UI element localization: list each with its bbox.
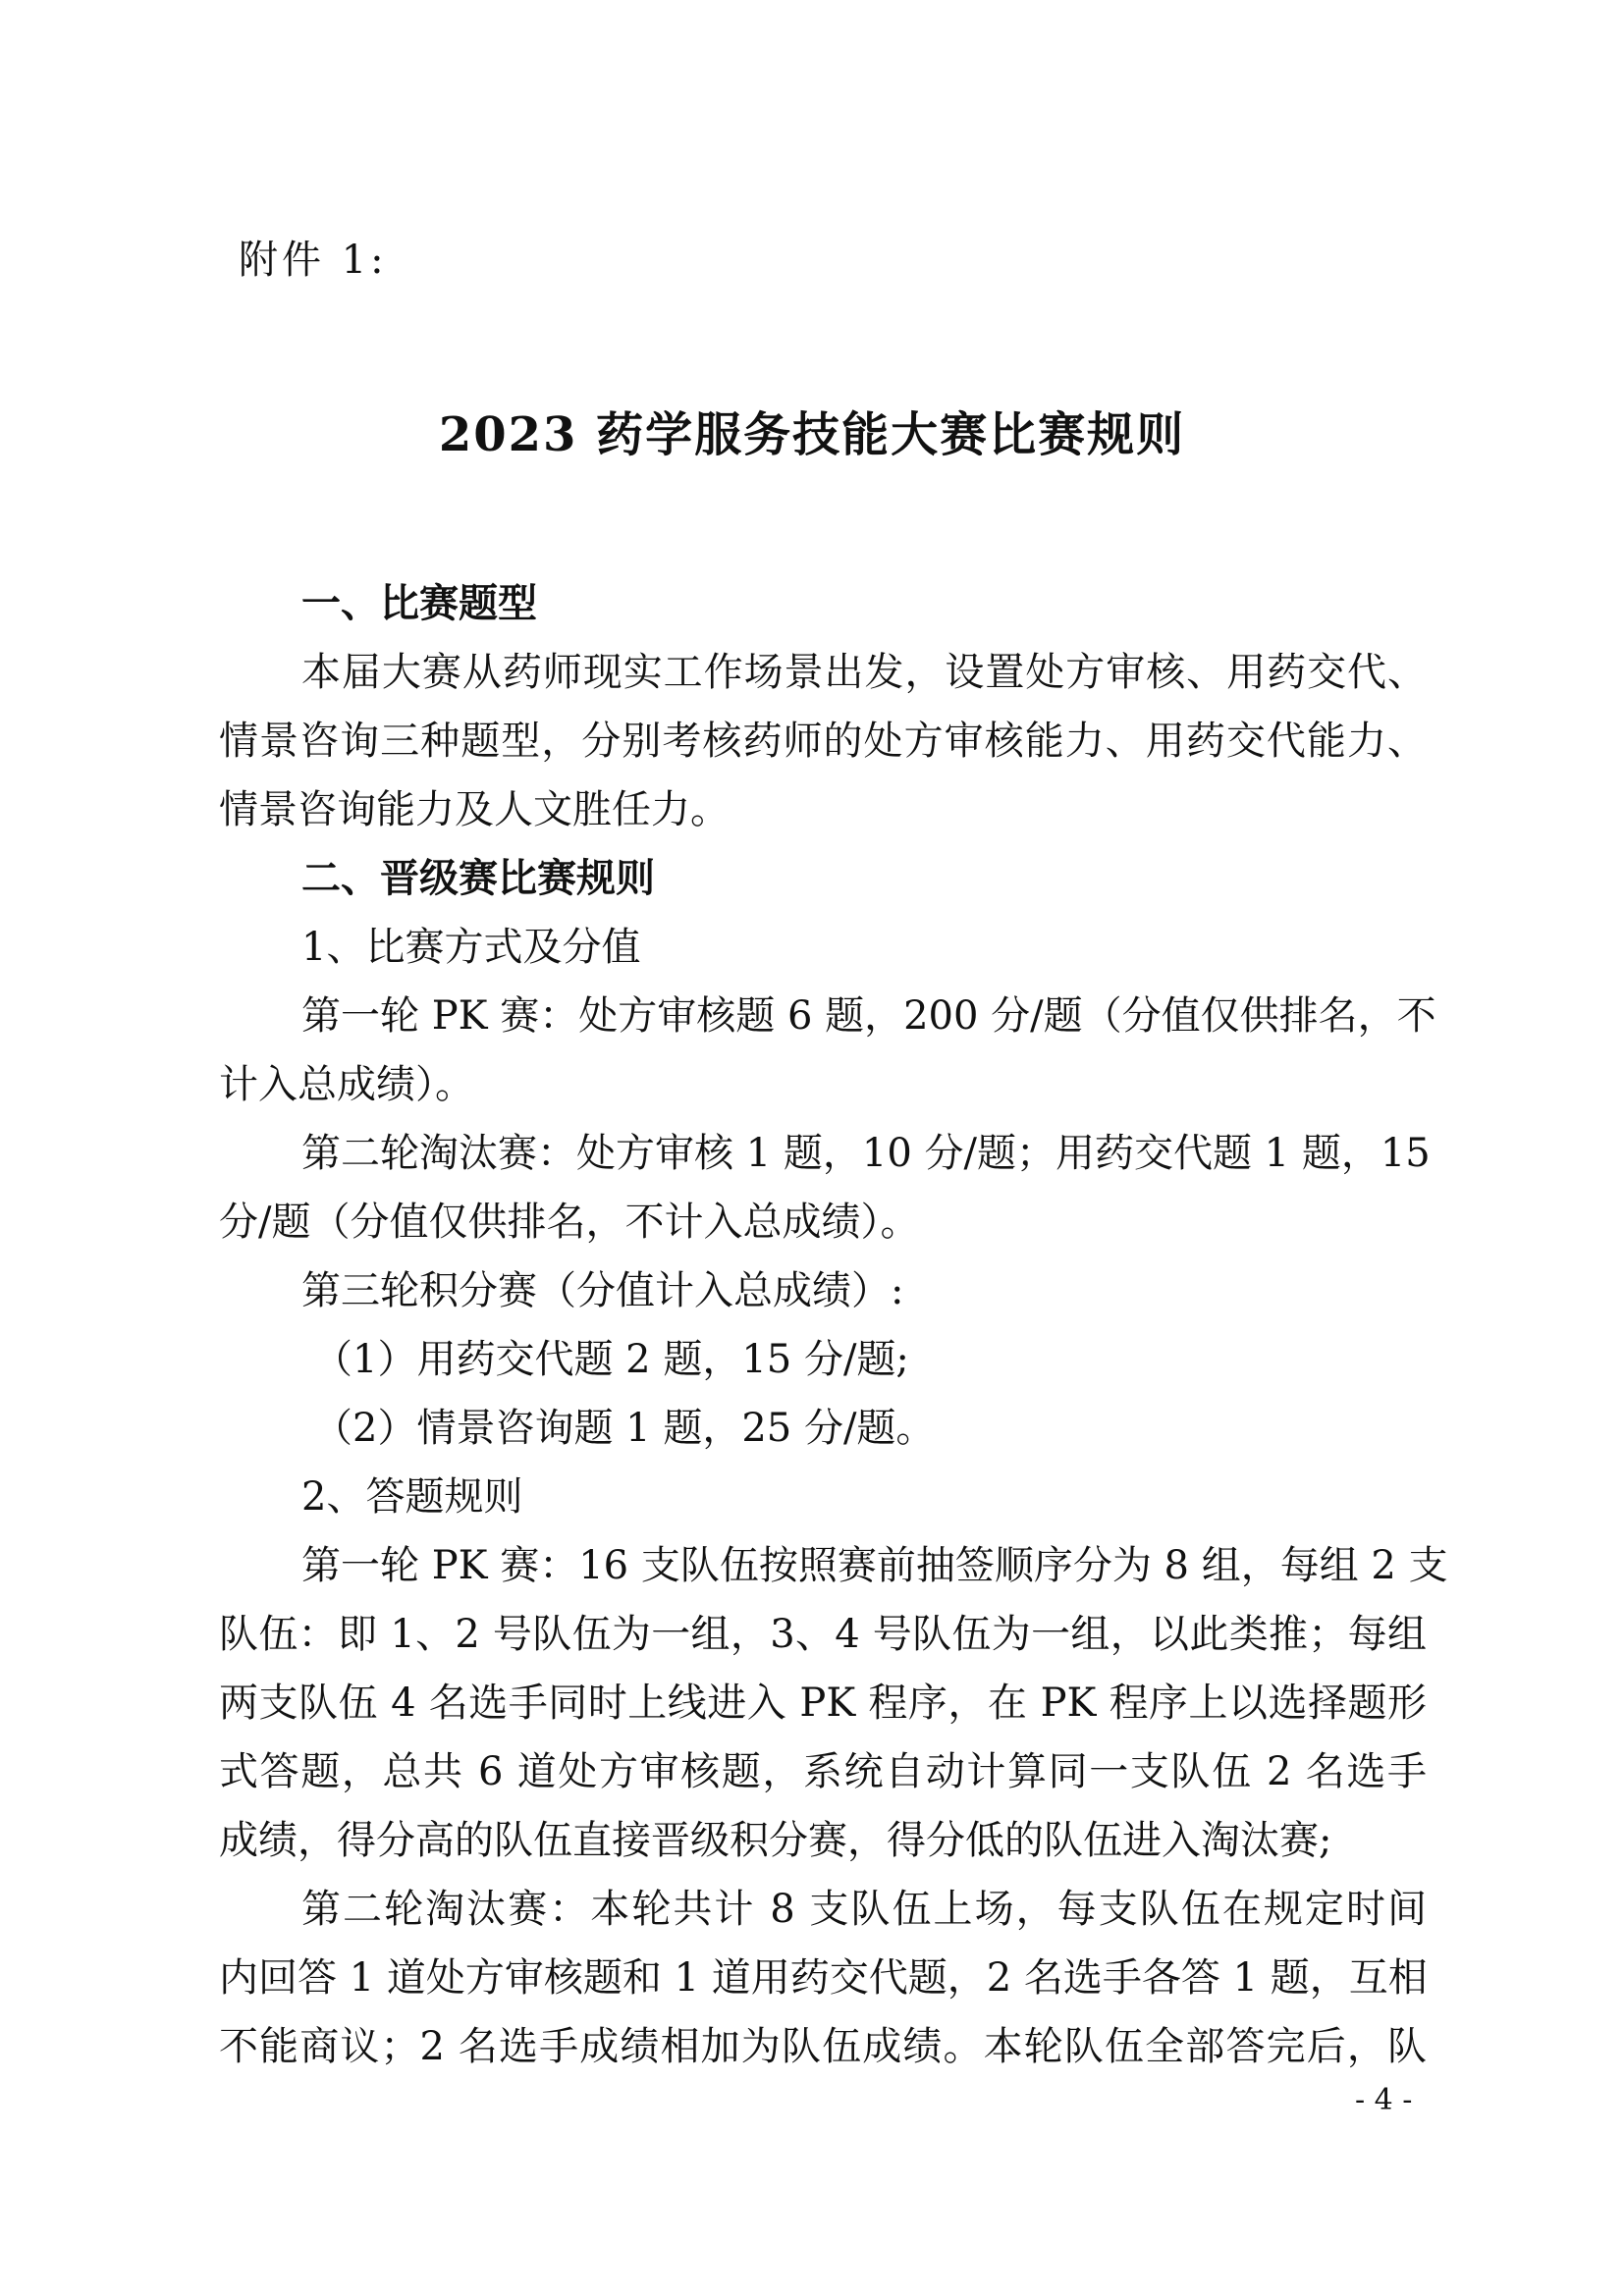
paragraph-line: 不能商议；2 名选手成绩相加为队伍成绩。本轮队伍全部答完后，队 (219, 2024, 1427, 2069)
paragraph-line: 第二轮淘汰赛：本轮共计 8 支队伍上场，每支队伍在规定时间 (301, 1887, 1427, 1932)
paragraph-line: 本届大赛从药师现实工作场景出发，设置处方审核、用药交代、 (301, 650, 1427, 695)
subheading-line: 1、比赛方式及分值 (301, 925, 641, 970)
paragraph-line: 成绩，得分高的队伍直接晋级积分赛，得分低的队伍进入淘汰赛; (219, 1818, 1332, 1863)
paragraph-line: 计入总成绩）。 (219, 1062, 474, 1107)
paragraph-line: 第一轮 PK 赛：处方审核题 6 题，200 分/题（分值仅供排名，不 (301, 993, 1436, 1039)
section-heading: 一、比赛题型 (301, 581, 537, 626)
list-item: （1）用药交代题 2 题，15 分/题; (313, 1337, 909, 1382)
paragraph-line: 情景咨询能力及人文胜任力。 (219, 787, 730, 832)
paragraph-line: 内回答 1 道处方审核题和 1 道用药交代题，2 名选手各答 1 题，互相 (219, 1955, 1428, 2001)
section-heading: 二、晋级赛比赛规则 (301, 856, 655, 901)
document-body (219, 569, 1448, 2081)
page-number: - 4 - (1355, 2083, 1413, 2117)
subheading-line: 第三轮积分赛（分值计入总成绩）: (301, 1268, 904, 1313)
list-item: （2）情景咨询题 1 题，25 分/题。 (313, 1406, 936, 1451)
paragraph-line: 第一轮 PK 赛：16 支队伍按照赛前抽签顺序分为 8 组，每组 2 支 (301, 1543, 1448, 1588)
attachment-label: 附件 1: (239, 238, 388, 283)
paragraph-line: 分/题（分值仅供排名，不计入总成绩）。 (219, 1200, 920, 1245)
document-title: 2023 药学服务技能大赛比赛规则 (438, 407, 1186, 462)
subheading-line: 2、答题规则 (301, 1474, 523, 1520)
paragraph-line: 式答题，总共 6 道处方审核题，系统自动计算同一支队伍 2 名选手 (219, 1749, 1427, 1794)
paragraph-line: 两支队伍 4 名选手同时上线进入 PK 程序，在 PK 程序上以选择题形 (219, 1681, 1427, 1726)
paragraph-line: 队伍：即 1、2 号队伍为一组，3、4 号队伍为一组，以此类推；每组 (219, 1612, 1427, 1657)
paragraph-line: 情景咨询三种题型，分别考核药师的处方审核能力、用药交代能力、 (219, 719, 1427, 764)
paragraph-line: 第二轮淘汰赛：处方审核 1 题，10 分/题；用药交代题 1 题，15 (301, 1131, 1431, 1176)
